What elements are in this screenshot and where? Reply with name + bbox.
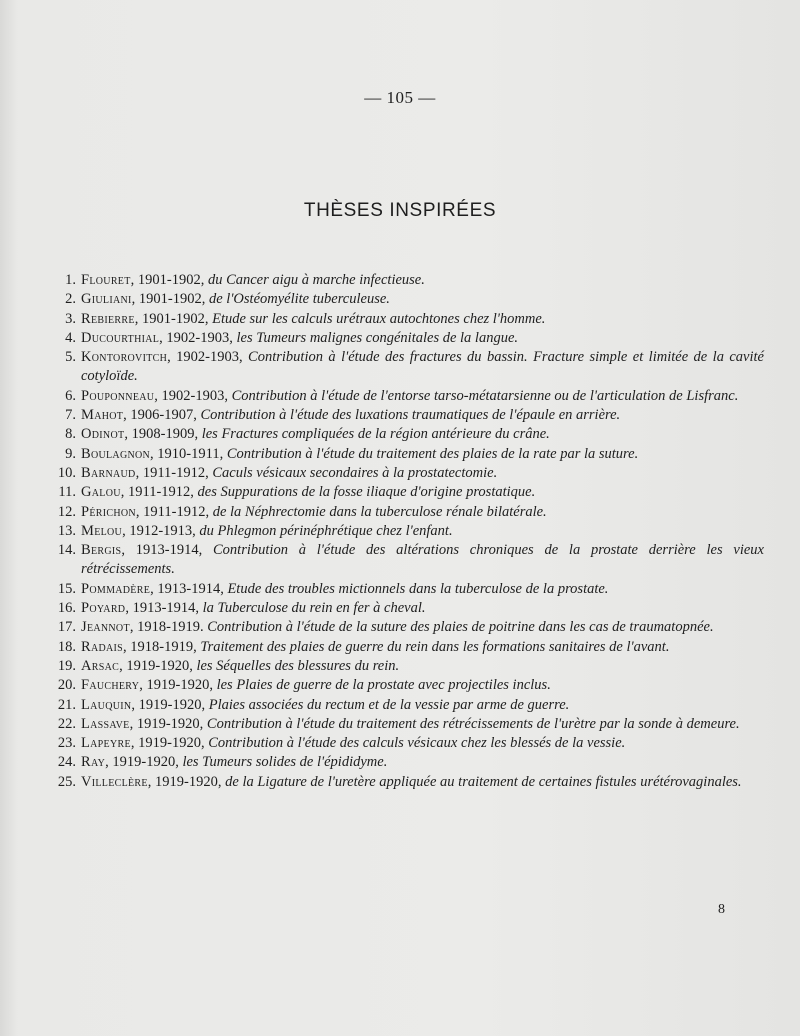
entry-years: , 1910-1911, [150, 445, 227, 462]
entry-title: du Cancer aigu à marche infectieuse. [207, 272, 425, 288]
entry-number: 18. [57, 638, 76, 655]
entry-title: de l'Ostéomyélite tuberculeuse. [208, 291, 390, 308]
entry-years: , 1911-1912, [135, 503, 213, 520]
entry-title: les Plaies de guerre de la prostate avec projectiles inclus. [216, 677, 551, 694]
entry-years: , 1913-1914, [125, 600, 203, 617]
entry-title: de la Néphrectomie dans la tuberculose rénale bilatérale. [212, 503, 547, 520]
thesis-entry [48, 503, 764, 522]
entry-years: , 1912-1913, [122, 522, 200, 539]
entry-author: Lapeyre [81, 735, 131, 752]
thesis-entry [48, 753, 764, 772]
entry-author: Pommadère [81, 580, 151, 597]
entry-number: 10. [57, 464, 76, 481]
entry-years: , 1901-1902, [131, 291, 209, 308]
thesis-entry [48, 348, 764, 387]
entry-title: Plaies associées du rectum et de la vessie par arme de guerre. [208, 696, 570, 713]
entry-number: 24. [57, 754, 76, 771]
entry-author: Poyard [81, 600, 126, 617]
entry-title: Contribution à l'étude du traitement des plaies de la rate par la suture. [226, 445, 639, 462]
entry-number: 6. [65, 387, 76, 404]
entry-number: 12. [57, 503, 76, 520]
entry-title: Etude des troubles mictionnels dans la tuberculose de la prostate. [227, 580, 609, 597]
entry-title: Traitement des plaies de guerre du rein dans les formations sanitaires de l'avant. [200, 638, 670, 655]
entry-number: 8. [65, 426, 76, 443]
entry-title: Caculs vésicaux secondaires à la prostatectomie. [212, 464, 498, 481]
entry-number: 23. [57, 735, 76, 752]
entry-title: Contribution à l'étude du traitement des rétrécissements de l'urètre par la sonde à demeure. [206, 715, 740, 732]
entry-years: , 1919-1920, [105, 754, 183, 771]
thesis-entry [48, 696, 764, 715]
entry-title: Contribution à l'étude des luxations traumatiques de l'épaule en arrière. [200, 407, 621, 424]
thesis-entry [48, 599, 764, 618]
thesis-entry [48, 329, 764, 348]
entry-years: , 1919-1920, [147, 773, 226, 790]
entry-title: les Fractures compliquées de la région antérieure du crâne. [201, 426, 550, 443]
entry-title: les Tumeurs malignes congénitales de la langue. [236, 329, 519, 346]
entry-years: , 1919-1920, [129, 715, 207, 732]
thesis-entry [48, 425, 764, 444]
entry-title: les Tumeurs solides de l'épididyme. [182, 754, 388, 771]
entry-author: Radais [81, 638, 124, 655]
entry-author: Barnaud [81, 464, 136, 481]
entry-title: les Séquelles des blessures du rein. [196, 657, 400, 674]
entry-number: 17. [57, 619, 76, 636]
entry-author: Boulagnon [81, 445, 151, 462]
entry-author: Ducourthial [81, 329, 160, 346]
entry-title: Contribution à l'étude des calculs vésicaux chez les blessés de la vessie. [208, 735, 626, 752]
thesis-entry [48, 638, 764, 657]
entry-title: Contribution à l'étude des fractures du bassin. Fracture simple et limitée de la cavité cotyloïde. [81, 349, 764, 385]
thesis-entry [48, 406, 764, 425]
entry-number: 22. [57, 715, 76, 732]
entry-author: Odinot [81, 426, 125, 443]
entry-number: 21. [57, 696, 76, 713]
page-title: THÈSES INSPIRÉES [303, 200, 497, 221]
entry-number: 1. [65, 272, 76, 288]
entry-number: 5. [65, 349, 76, 366]
entry-number: 14. [57, 542, 76, 559]
entry-author: Lassave [81, 715, 130, 732]
entry-number: 2. [65, 291, 76, 308]
entry-number: 7. [65, 407, 76, 424]
signature-mark: 8 [718, 902, 725, 917]
entry-author: Melou [81, 522, 123, 539]
entry-years: , 1902-1903, [154, 387, 232, 404]
thesis-entry [48, 310, 764, 329]
entry-years: , 1919-1920, [119, 657, 197, 674]
entry-years: , 1918-1919, [123, 638, 201, 655]
entry-title: Contribution à l'étude des altérations chroniques de la prostate derrière les vieux rétrécissements. [81, 542, 764, 578]
thesis-entry [48, 580, 764, 599]
thesis-entry [48, 290, 764, 309]
entry-author: Mahot [81, 407, 124, 424]
thesis-entry [48, 522, 764, 541]
entry-years: , 1902-1903, [167, 349, 249, 366]
entry-author: Périchon [81, 503, 136, 520]
entry-title: des Suppurations de la fosse iliaque d'origine prostatique. [197, 484, 536, 501]
entry-author: Giuliani [81, 291, 132, 308]
thesis-entry [48, 271, 764, 290]
entry-years: , 1919-1920, [139, 677, 217, 694]
thesis-entry [48, 734, 764, 753]
entry-author: Villeclère [81, 773, 148, 790]
entry-number: 3. [65, 310, 76, 327]
entry-author: Fauchery [81, 677, 140, 694]
entry-number: 9. [65, 445, 76, 462]
entry-years: , 1913-1914, [121, 542, 214, 559]
entry-years: , 1918-1919. [129, 619, 208, 636]
entry-number: 4. [65, 329, 76, 346]
thesis-entry [48, 541, 764, 580]
entry-author: Arsac [81, 657, 120, 674]
entry-years: , 1911-1912, [120, 484, 198, 501]
entry-title: Etude sur les calculs urétraux autochtones chez l'homme. [212, 310, 546, 327]
entry-number: 15. [57, 580, 76, 597]
thesis-entry [48, 657, 764, 676]
entry-number: 19. [57, 657, 76, 674]
entry-title: la Tuberculose du rein en fer à cheval. [202, 600, 426, 617]
entry-author: Galou [81, 484, 121, 501]
entry-years: , 1911-1912, [135, 464, 213, 481]
entry-number: 20. [57, 677, 76, 694]
entry-number: 25. [57, 773, 76, 790]
entry-number: 16. [57, 600, 76, 617]
thesis-entry [48, 387, 764, 406]
thesis-entry [48, 715, 764, 734]
entry-years: , 1901-1902, [130, 272, 208, 288]
entry-years: , 1906-1907, [123, 407, 201, 424]
entry-title: du Phlegmon périnéphrétique chez l'enfant. [199, 522, 453, 539]
entry-title: de la Ligature de l'uretère appliquée au traitement de certaines fistules urétérovaginales. [225, 773, 742, 790]
entry-author: Kontorovitch [81, 349, 168, 366]
entry-author: Flouret [81, 272, 131, 288]
entry-title: Contribution à l'étude de la suture des plaies de poitrine dans les cas de traumatopnée. [207, 619, 714, 636]
entry-author: Lauquin [81, 696, 132, 713]
thesis-entry [48, 464, 764, 483]
entry-author: Pouponneau [81, 387, 155, 404]
entry-years: , 1901-1902, [134, 310, 213, 327]
page-number: — 105 — [364, 88, 436, 107]
thesis-entry [48, 483, 764, 502]
entry-years: , 1919-1920, [131, 696, 209, 713]
entry-years: , 1913-1914, [150, 580, 228, 597]
thesis-entry [48, 676, 764, 695]
thesis-entry [48, 618, 764, 637]
entry-title: Contribution à l'étude de l'entorse tarso-métatarsienne ou de l'articulation de Lisfranc. [231, 387, 739, 404]
entry-years: , 1902-1903, [159, 329, 237, 346]
entry-author: Bergis [81, 542, 122, 559]
entry-author: Rebierre [81, 310, 135, 327]
entry-years: , 1919-1920, [130, 735, 209, 752]
entry-author: Jeannot [81, 619, 130, 636]
entry-years: , 1908-1909, [124, 426, 202, 443]
entry-number: 13. [57, 522, 76, 539]
thesis-entry [48, 773, 764, 792]
thesis-list [48, 271, 764, 792]
thesis-entry [48, 445, 764, 464]
entry-author: Ray [81, 754, 106, 771]
entry-number: 11. [58, 484, 76, 501]
